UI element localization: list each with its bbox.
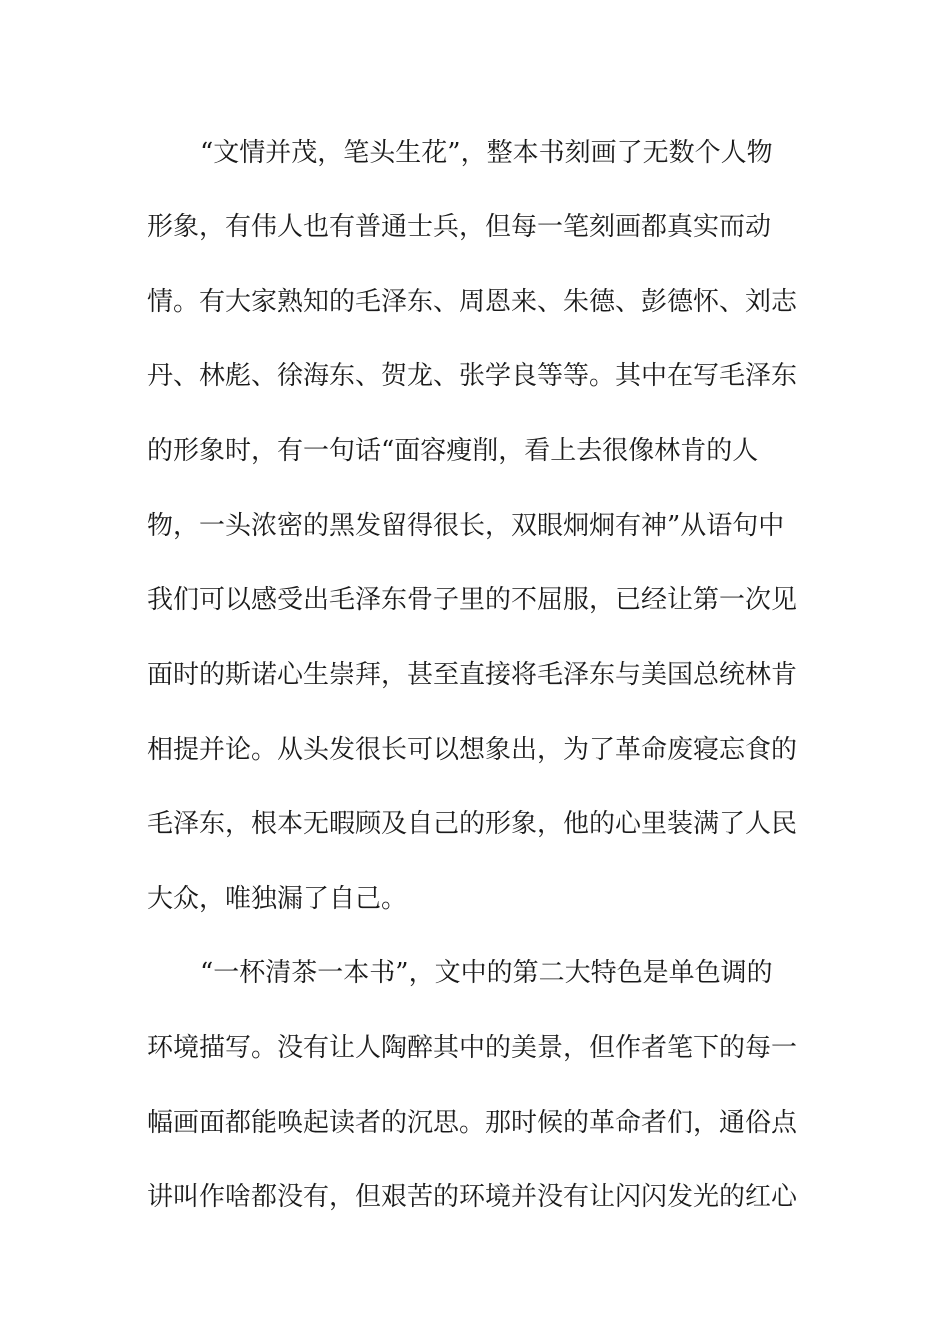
text-line: “一杯清茶一本书”，文中的第二大特色是单色调的 bbox=[200, 958, 773, 988]
text-line: “文情并茂，笔头生花”，整本书刻画了无数个人物 bbox=[200, 138, 773, 168]
text-line: 大众，唯独漏了自己。 bbox=[147, 884, 408, 914]
text-line: 相提并论。从头发很长可以想象出，为了革命废寝忘食的 bbox=[147, 735, 798, 765]
text-line: 我们可以感受出毛泽东骨子里的不屈服，已经让第一次见 bbox=[147, 585, 798, 615]
text-line: 情。有大家熟知的毛泽东、周恩来、朱德、彭德怀、刘志 bbox=[147, 287, 798, 317]
text-line: 环境描写。没有让人陶醉其中的美景，但作者笔下的每一 bbox=[147, 1033, 798, 1063]
text-line: 形象，有伟人也有普通士兵，但每一笔刻画都真实而动 bbox=[147, 212, 772, 242]
text-line: 物，一头浓密的黑发留得很长，双眼炯炯有神”从语句中 bbox=[147, 511, 785, 541]
text-line: 毛泽东，根本无暇顾及自己的形象，他的心里装满了人民 bbox=[147, 809, 798, 839]
text-line: 丹、林彪、徐海东、贺龙、张学良等等。其中在写毛泽东 bbox=[147, 361, 798, 391]
text-line: 幅画面都能唤起读者的沉思。那时候的革命者们，通俗点 bbox=[147, 1108, 798, 1138]
text-line: 的形象时，有一句话“面容瘦削，看上去很像林肯的人 bbox=[147, 436, 759, 466]
text-line: 讲叫作啥都没有，但艰苦的环境并没有让闪闪发光的红心 bbox=[147, 1182, 798, 1212]
text-line: 面时的斯诺心生崇拜，甚至直接将毛泽东与美国总统林肯 bbox=[147, 660, 798, 690]
